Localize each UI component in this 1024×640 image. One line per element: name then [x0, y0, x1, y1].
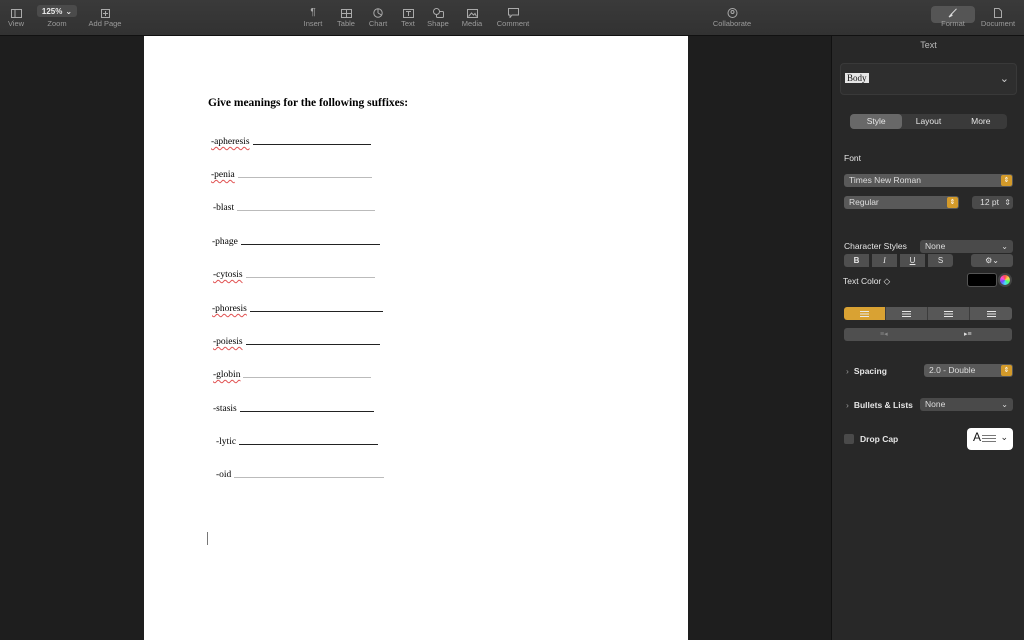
question-row[interactable] — [216, 433, 378, 447]
bullets-label: Bullets & Lists — [853, 400, 913, 410]
question-term: -phoresis — [212, 304, 247, 314]
text-color-label: Text Color ◇ — [843, 276, 891, 286]
paragraph-icon: ¶ — [310, 7, 316, 18]
character-styles-value: None — [925, 241, 946, 251]
comment-icon — [508, 8, 519, 18]
toolbar — [0, 0, 1024, 36]
question-term: -stasis — [213, 404, 237, 414]
sidebar-tabs — [850, 114, 1007, 129]
question-term: -lytic — [216, 437, 237, 447]
insert-button[interactable] — [300, 0, 326, 36]
justify-button[interactable] — [970, 307, 1012, 320]
question-row[interactable] — [211, 166, 372, 180]
add-page-label: Add Page — [88, 19, 122, 28]
chevron-right-icon: › — [846, 400, 849, 410]
align-left-icon — [860, 311, 869, 317]
media-label: Media — [461, 19, 483, 28]
answer-line[interactable] — [253, 144, 371, 145]
tab-layout[interactable]: Layout — [915, 116, 942, 126]
drop-cap-label: Drop Cap — [860, 434, 899, 444]
character-styles-label: Character Styles — [844, 241, 907, 251]
drop-cap-style-select[interactable] — [967, 428, 1013, 450]
question-row[interactable] — [212, 233, 380, 247]
bold-button[interactable]: B — [844, 254, 869, 267]
align-center-icon — [902, 311, 911, 317]
zoom-select[interactable] — [37, 5, 77, 17]
table-button[interactable] — [333, 0, 359, 36]
chevron-down-icon: ⌄ — [999, 73, 1009, 85]
media-icon — [467, 9, 478, 18]
text-color-swatch[interactable] — [967, 273, 997, 287]
spacing-disclosure[interactable] — [846, 366, 887, 376]
question-row[interactable] — [213, 333, 380, 347]
tab-style[interactable]: Style — [850, 114, 902, 129]
character-styles-select[interactable] — [920, 240, 1013, 253]
font-name-value: Times New Roman — [849, 175, 921, 185]
format-sidebar — [831, 36, 1024, 640]
question-term: -oid — [216, 470, 232, 480]
bullets-value: None — [925, 399, 946, 409]
shape-button[interactable] — [425, 0, 451, 36]
italic-button[interactable]: I — [872, 254, 897, 267]
question-term: -blast — [213, 203, 235, 213]
sidebar-header: Text — [920, 40, 937, 50]
spacing-select[interactable] — [924, 364, 1013, 377]
collaborate-button[interactable] — [708, 0, 756, 36]
chart-icon — [373, 8, 383, 18]
shape-icon — [433, 8, 444, 18]
shape-label: Shape — [427, 19, 449, 28]
font-size-value: 12 pt — [980, 197, 999, 207]
gear-icon: ⚙⌄ — [985, 256, 999, 265]
sidebar-icon — [11, 9, 22, 18]
answer-line[interactable] — [239, 444, 378, 445]
question-term: -cytosis — [213, 270, 243, 280]
bullets-select[interactable] — [920, 398, 1013, 411]
chevron-down-icon: ⌄ — [65, 6, 73, 16]
text-button[interactable] — [396, 0, 420, 36]
underline-button[interactable]: U — [900, 254, 925, 267]
align-right-icon — [944, 311, 953, 317]
answer-line[interactable] — [250, 311, 383, 312]
question-row[interactable] — [211, 133, 371, 147]
table-label: Table — [337, 19, 355, 28]
question-term: -apheresis — [211, 137, 250, 147]
text-box-icon — [403, 9, 414, 18]
paragraph-style-select[interactable] — [840, 63, 1017, 95]
zoom-value: 125% — [41, 6, 63, 16]
page-title: Give meanings for the following suffixes: — [208, 97, 409, 109]
question-row[interactable] — [213, 266, 375, 280]
question-row[interactable] — [213, 199, 375, 213]
spacing-value: 2.0 - Double — [929, 365, 976, 375]
add-page-button[interactable] — [84, 0, 126, 36]
tab-more[interactable]: More — [971, 116, 991, 126]
paragraph-style-name: Body — [847, 73, 867, 83]
document-page[interactable] — [144, 36, 688, 640]
updown-chevron-icon: ⇕ — [1001, 365, 1012, 376]
answer-line[interactable] — [246, 277, 375, 278]
bullets-disclosure[interactable] — [846, 400, 913, 410]
question-term: -poiesis — [213, 337, 243, 347]
question-row[interactable] — [212, 300, 383, 314]
font-style-select[interactable] — [844, 196, 959, 209]
font-size-field[interactable] — [972, 196, 1013, 209]
chevron-right-icon: › — [846, 366, 849, 376]
collaborate-label: Collaborate — [712, 19, 752, 28]
text-cursor — [207, 532, 208, 545]
align-right-button[interactable] — [928, 307, 970, 320]
comment-label: Comment — [496, 19, 530, 28]
paintbrush-icon — [948, 8, 958, 18]
media-button[interactable] — [459, 0, 485, 36]
question-term: -globin — [213, 370, 241, 380]
zoom-label: Zoom — [47, 19, 67, 28]
document-button[interactable] — [976, 0, 1020, 36]
document-icon — [994, 8, 1002, 18]
answer-line[interactable] — [241, 244, 380, 245]
chart-button[interactable] — [365, 0, 391, 36]
answer-line[interactable] — [234, 477, 384, 478]
align-left-button[interactable] — [844, 307, 886, 320]
updown-chevron-icon: ⇕ — [1001, 175, 1012, 186]
alignment-group — [844, 307, 1012, 320]
stepper-icon[interactable]: ⇕ — [1004, 198, 1011, 207]
table-icon — [341, 9, 352, 18]
document-canvas[interactable] — [0, 36, 831, 640]
spacing-label: Spacing — [853, 366, 887, 376]
question-term: -phage — [212, 237, 238, 247]
question-term: -penia — [211, 170, 235, 180]
decrease-indent-icon[interactable]: ≡◂ — [880, 331, 888, 338]
color-wheel-icon[interactable] — [998, 273, 1012, 287]
zoom-button[interactable] — [36, 0, 78, 36]
drop-cap-checkbox[interactable] — [844, 434, 854, 444]
drop-cap-icon: A — [973, 430, 982, 444]
chart-label: Chart — [368, 19, 388, 28]
document-label: Document — [980, 19, 1016, 28]
answer-line[interactable] — [246, 344, 380, 345]
chevron-down-icon: ⌄ — [1000, 432, 1008, 442]
updown-chevron-icon: ⇕ — [947, 197, 958, 208]
chevron-down-icon: ⌄ — [1001, 400, 1008, 409]
indent-controls — [844, 328, 1012, 341]
add-page-icon — [101, 9, 110, 18]
view-button[interactable] — [4, 0, 28, 36]
answer-line[interactable] — [238, 177, 372, 178]
answer-line[interactable] — [237, 210, 375, 211]
increase-indent-icon[interactable]: ▸≡ — [964, 331, 972, 338]
collaborate-icon — [727, 8, 738, 18]
question-row[interactable] — [213, 366, 371, 380]
font-style-value: Regular — [849, 197, 879, 207]
answer-line[interactable] — [240, 411, 374, 412]
question-row[interactable] — [213, 400, 374, 414]
strikethrough-button[interactable]: S — [928, 254, 953, 267]
insert-label: Insert — [303, 19, 323, 28]
question-row[interactable] — [216, 466, 384, 480]
align-center-button[interactable] — [886, 307, 928, 320]
justify-icon — [987, 311, 996, 317]
comment-button[interactable] — [493, 0, 533, 36]
text-lines-icon — [982, 435, 996, 444]
text-options-button[interactable] — [971, 254, 1013, 267]
format-label: Format — [941, 19, 965, 28]
font-section-label: Font — [844, 153, 862, 163]
text-label: Text — [401, 19, 415, 28]
chevron-down-icon: ⌄ — [1001, 242, 1008, 251]
view-label: View — [7, 19, 25, 28]
format-button[interactable] — [931, 0, 975, 36]
font-name-select[interactable] — [844, 174, 1013, 187]
answer-line[interactable] — [243, 377, 371, 378]
